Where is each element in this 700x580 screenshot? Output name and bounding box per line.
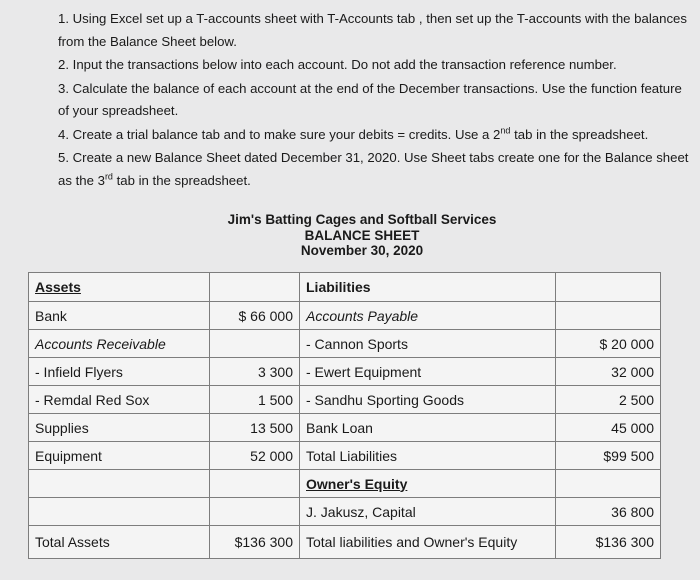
liability-amount: 45 000 — [556, 414, 661, 442]
table-row — [29, 330, 661, 358]
asset-label: - Remdal Red Sox — [29, 386, 210, 414]
liability-label: - Ewert Equipment — [300, 358, 556, 386]
liability-label: - Sandhu Sporting Goods — [300, 386, 556, 414]
liability-amount: 32 000 — [556, 358, 661, 386]
asset-amount — [210, 273, 300, 302]
balance-sheet-heading — [0, 212, 700, 259]
asset-amount — [210, 470, 300, 498]
asset-amount: 52 000 — [210, 442, 300, 470]
asset-amount — [210, 498, 300, 526]
asset-amount: 13 500 — [210, 414, 300, 442]
liability-amount — [556, 470, 661, 498]
asset-label: Accounts Receivable — [29, 330, 210, 358]
liability-amount: $99 500 — [556, 442, 661, 470]
asset-amount: $ 66 000 — [210, 302, 300, 330]
liabilities-header: Liabilities — [300, 273, 556, 302]
liability-label: - Cannon Sports — [300, 330, 556, 358]
total-liabilities-equity-label: Total liabilities and Owner's Equity — [300, 526, 556, 559]
table-row — [29, 442, 661, 470]
statement-name: BALANCE SHEET — [304, 227, 420, 243]
company-name: Jim's Batting Cages and Softball Services — [227, 212, 497, 227]
asset-label: Equipment — [29, 442, 210, 470]
instruction-2: 2. Input the transactions below into each account. Do not add the transaction reference number. — [58, 57, 617, 72]
asset-amount: 1 500 — [210, 386, 300, 414]
asset-label: - Infield Flyers — [29, 358, 210, 386]
instructions-list — [22, 8, 696, 193]
assets-header: Assets — [29, 273, 210, 302]
liability-label: Total Liabilities — [300, 442, 556, 470]
asset-amount: 3 300 — [210, 358, 300, 386]
table-row — [29, 358, 661, 386]
table-row — [29, 273, 661, 302]
liability-amount: 36 800 — [556, 498, 661, 526]
liability-label: J. Jakusz, Capital — [300, 498, 556, 526]
table-row — [29, 386, 661, 414]
table-row — [29, 470, 661, 498]
liability-amount — [556, 302, 661, 330]
owners-equity-header: Owner's Equity — [300, 470, 556, 498]
statement-date: November 30, 2020 — [300, 243, 424, 258]
table-row — [29, 414, 661, 442]
asset-amount — [210, 330, 300, 358]
liability-label: Accounts Payable — [300, 302, 556, 330]
instruction-3: 3. Calculate the balance of each account at the end of the December transactions. Use the function feature of your spreadsheet. — [58, 80, 682, 118]
table-row — [29, 498, 661, 526]
table-row — [29, 302, 661, 330]
total-assets-label: Total Assets — [29, 526, 210, 559]
liability-amount: 2 500 — [556, 386, 661, 414]
asset-label — [29, 498, 210, 526]
total-assets-amount: $136 300 — [210, 526, 300, 559]
asset-label: Supplies — [29, 414, 210, 442]
total-liabilities-equity-amount: $136 300 — [556, 526, 661, 559]
table-row — [29, 526, 661, 559]
asset-label — [29, 470, 210, 498]
asset-label: Bank — [29, 302, 210, 330]
liability-amount — [556, 273, 661, 302]
instruction-4: 4. Create a trial balance tab and to make sure your debits = credits. Use a 2nd tab in the spreadsheet. — [58, 125, 649, 142]
liability-amount: $ 20 000 — [556, 330, 661, 358]
liability-label: Bank Loan — [300, 414, 556, 442]
balance-sheet-table — [28, 272, 661, 559]
instruction-1: 1. Using Excel set up a T-accounts sheet with T-Accounts tab , then set up the T-accounts with the balances from the Balance Sheet below. — [58, 11, 687, 49]
instruction-5: 5. Create a new Balance Sheet dated December 31, 2020. Use Sheet tabs create one for the Balance sheet as the 3rd tab in the spreadsheet. — [58, 150, 689, 188]
